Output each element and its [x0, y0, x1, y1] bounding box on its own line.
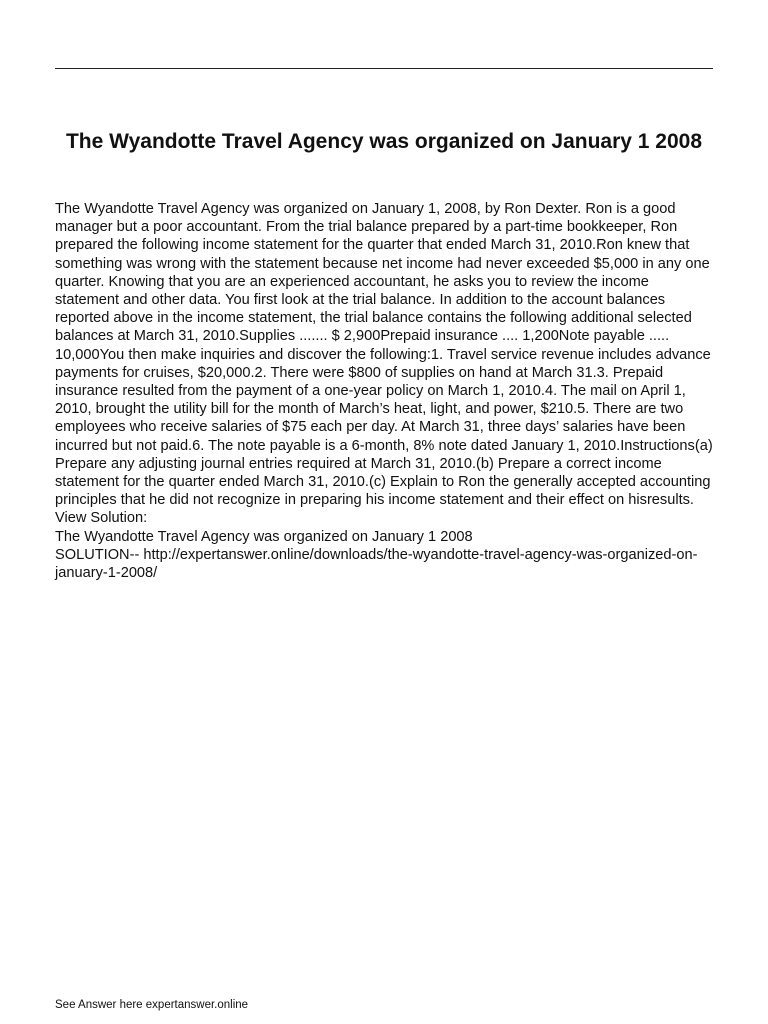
top-divider [55, 68, 713, 69]
solution-title: The Wyandotte Travel Agency was organized on January 1 2008 [55, 528, 473, 545]
view-solution-label: View Solution: [55, 510, 148, 527]
document-body [55, 200, 715, 582]
document-title: The Wyandotte Travel Agency was organized on January 1 2008 [65, 130, 703, 153]
solution-link[interactable]: SOLUTION-- http://expertanswer.online/downloads/the-wyandotte-travel-agency-was-organized-on-january-1-2008/ [55, 546, 698, 582]
footer-answer-link[interactable]: See Answer here expertanswer.online [55, 999, 249, 1011]
problem-statement: The Wyandotte Travel Agency was organized on January 1, 2008, by Ron Dexter. Ron is a good manager but a poor accountant. From the trial balance prepared by a part-time bookkeeper, Ron prepared the following income statement for the quarter that ended March 31, 2010.Ron knew that something was wrong with the statement because net income had never exceeded $5,000 in any one quarter. Knowing that you are an experienced accountant, he asks you to review the income statement and other data. You first look at the trial balance. In addition to the account balances reported above in the income statement, the trial balance contains the following additional selected balances at March 31, 2010.Supplies ....... $ 2,900Prepaid insurance .... 1,200Note payable ..... 10,000You then make inquiries and discover the following:1. Travel service revenue includes advance payments for cruises, $20,000.2. There were $800 of supplies on hand at March 31.3. Prepaid insurance resulted from the payment of a one-year policy on March 1, 2010.4. The mail on April 1, 2010, brought the utility bill for the month of March’s heat, light, and power, $210.5. There are two employees who receive salaries of $75 each per day. At March 31, three days’ salaries have been incurred but not paid.6. The note payable is a 6-month, 8% note dated January 1, 2010.Instructions(a) Prepare any adjusting journal entries required at March 31, 2010.(b) Prepare a correct income statement for the quarter ended March 31, 2010.(c) Explain to Ron the generally accepted accounting principles that he did not recognize in preparing his income statement and their effect on hisresults. [55, 201, 713, 509]
